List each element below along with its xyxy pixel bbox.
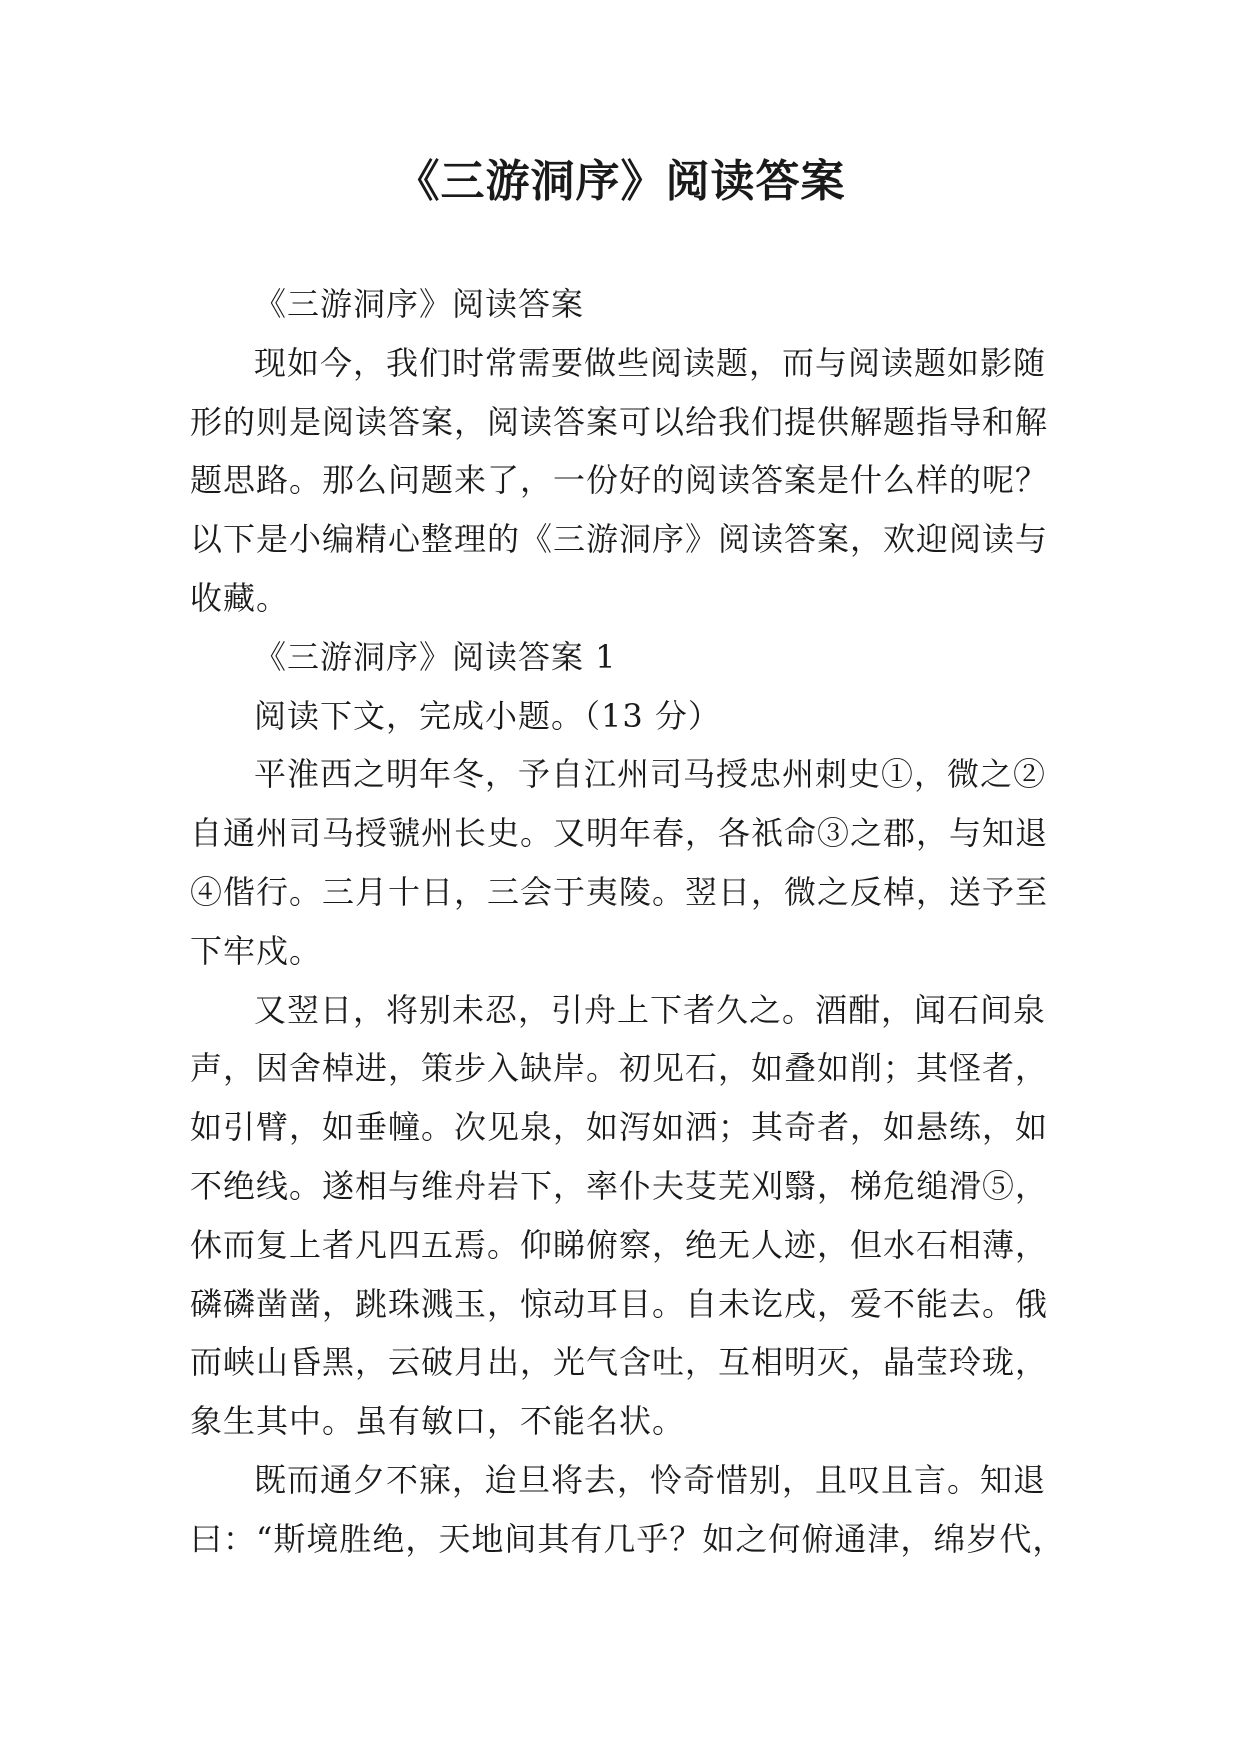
intro-line-5: 收藏。 — [190, 578, 290, 617]
intro-line-3: 题思路。那么问题来了，一份好的阅读答案是什么样的呢？ — [190, 461, 1049, 500]
intro-line-4: 以下是小编精心整理的《三游洞序》阅读答案，欢迎阅读与 — [190, 520, 1049, 559]
instruction-line: 阅读下文，完成小题。（13 分） — [254, 696, 721, 735]
passage-p2-line-7: 而峡山昏黑，云破月出，光气含吐，互相明灭，晶莹玲珑， — [190, 1343, 1049, 1382]
passage-p2-line-3: 如引臂，如垂幢。次见泉，如泻如洒；其奇者，如悬练，如 — [190, 1108, 1049, 1147]
passage-p1-line-1: 平淮西之明年冬，予自江州司马授忠州刺史①，微之② — [254, 755, 1047, 794]
passage-p1-line-2: 自通州司马授虢州长史。又明年春，各祇命③之郡，与知退 — [190, 814, 1049, 853]
passage-p2-line-5: 休而复上者凡四五焉。仰睇俯察，绝无人迹，但水石相薄， — [190, 1225, 1049, 1264]
passage-p2-line-4: 不绝线。遂相与维舟岩下，率仆夫芟芜刈翳，梯危缒滑⑤， — [190, 1166, 1049, 1205]
passage-p1-line-4: 下牢戍。 — [190, 931, 323, 970]
passage-p2-line-8: 象生其中。虽有敏口，不能名状。 — [190, 1402, 686, 1441]
document-title: 《三游洞序》阅读答案 — [395, 156, 846, 207]
document-body — [190, 284, 1066, 1578]
intro-line-1: 现如今，我们时常需要做些阅读题，而与阅读题如影随 — [254, 343, 1047, 382]
passage-p2-line-6: 磷磷凿凿，跳珠溅玉，惊动耳目。自未讫戌，爱不能去。俄 — [190, 1284, 1049, 1323]
intro-line-2: 形的则是阅读答案，阅读答案可以给我们提供解题指导和解 — [190, 402, 1049, 441]
passage-p2-line-2: 声，因舍棹进，策步入缺岸。初见石，如叠如削；其怪者， — [190, 1049, 1049, 1088]
passage-p1-line-3: ④偕行。三月十日，三会于夷陵。翌日，微之反棹，送予至 — [190, 872, 1049, 911]
section-heading: 《三游洞序》阅读答案 1 — [254, 637, 617, 676]
passage-p2-line-1: 又翌日，将别未忍，引舟上下者久之。酒酣，闻石间泉 — [254, 990, 1047, 1029]
passage-p3-line-2: 曰：“斯境胜绝，天地间其有几乎？如之何俯通津，绵岁代， — [190, 1519, 1066, 1558]
passage-p3-line-1: 既而通夕不寐，迨旦将去，怜奇惜别，且叹且言。知退 — [254, 1460, 1047, 1499]
paragraph-subtitle: 《三游洞序》阅读答案 — [254, 285, 585, 323]
